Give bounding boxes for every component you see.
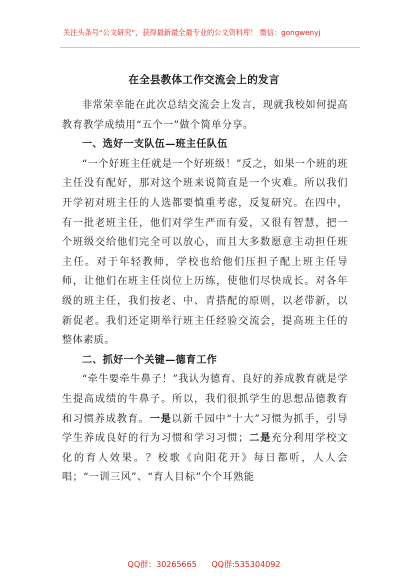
section-2-text-c: 以新千园中“十大”习惯为抓手，引导学生养成良好的行为习惯和学习习惯； bbox=[62, 413, 348, 445]
section-2-heading: 二、抓好一个关键—德育工作 bbox=[82, 354, 218, 366]
footer-qq-group-1: QQ群：30265665 bbox=[127, 560, 197, 569]
header-divider bbox=[60, 47, 360, 48]
header-notice: 关注头条号“公文研究”，获得最新最全最专业的公文资料库！ 微信：gongwenyj bbox=[63, 28, 321, 37]
section-1-paragraph: “一个好班主任就是一个好班级！”反之，如果一个班的班主任没有配好，那对这个班来说简直是一个灾难。所以我们开学初对班主任的人选都要慎重考虑，反复研究。在四中，有一批老班主任，他们对学生严而有爱，又很有智慧，把一个班级交给他们完全可以放心，而且大多数愿意主动担任班主任。对于年轻教师，学校也给他们压担子配上班主任导师，让他们在班主任岗位上历练，使他们尽快成长。对各年级的班主任，我们按老、中、青搭配的原则，以老带新，以新促老。我们还定期举行班主任经验交流会，提高班主任的整体素质。 bbox=[62, 158, 348, 347]
section-2-text-d: 充分利用学校文化的育人效果。？校歌《向阳花开》每日都听，人人会唱；“一训三风”、“育人目标”个个耳熟能 bbox=[62, 433, 349, 484]
footer-qq-group-2: QQ群:535304092 bbox=[211, 560, 281, 569]
document-body bbox=[62, 96, 348, 488]
point-one-label: 一是 bbox=[149, 413, 172, 425]
document-title: 在全县教体工作交流会上的发言 bbox=[128, 74, 280, 86]
page-footer bbox=[0, 559, 408, 570]
intro-paragraph: 非常荣幸能在此次总结交流会上发言，现就我校如何提高教育教学成绩用“五个一”做个简单分享。 bbox=[62, 100, 348, 131]
section-2-text-a: “牵牛要牵牛鼻子！”我认为德育、良好的养成教育就是学生提高成绩的牛鼻子。所以，我们很抓学生的思想品德教育和习惯养成教育。 bbox=[62, 374, 348, 425]
section-2-paragraph bbox=[62, 370, 348, 488]
point-two-label: 二是 bbox=[248, 433, 272, 445]
section-1-heading: 一、选好一支队伍—班主任队伍 bbox=[82, 139, 228, 151]
page-header bbox=[0, 0, 408, 62]
